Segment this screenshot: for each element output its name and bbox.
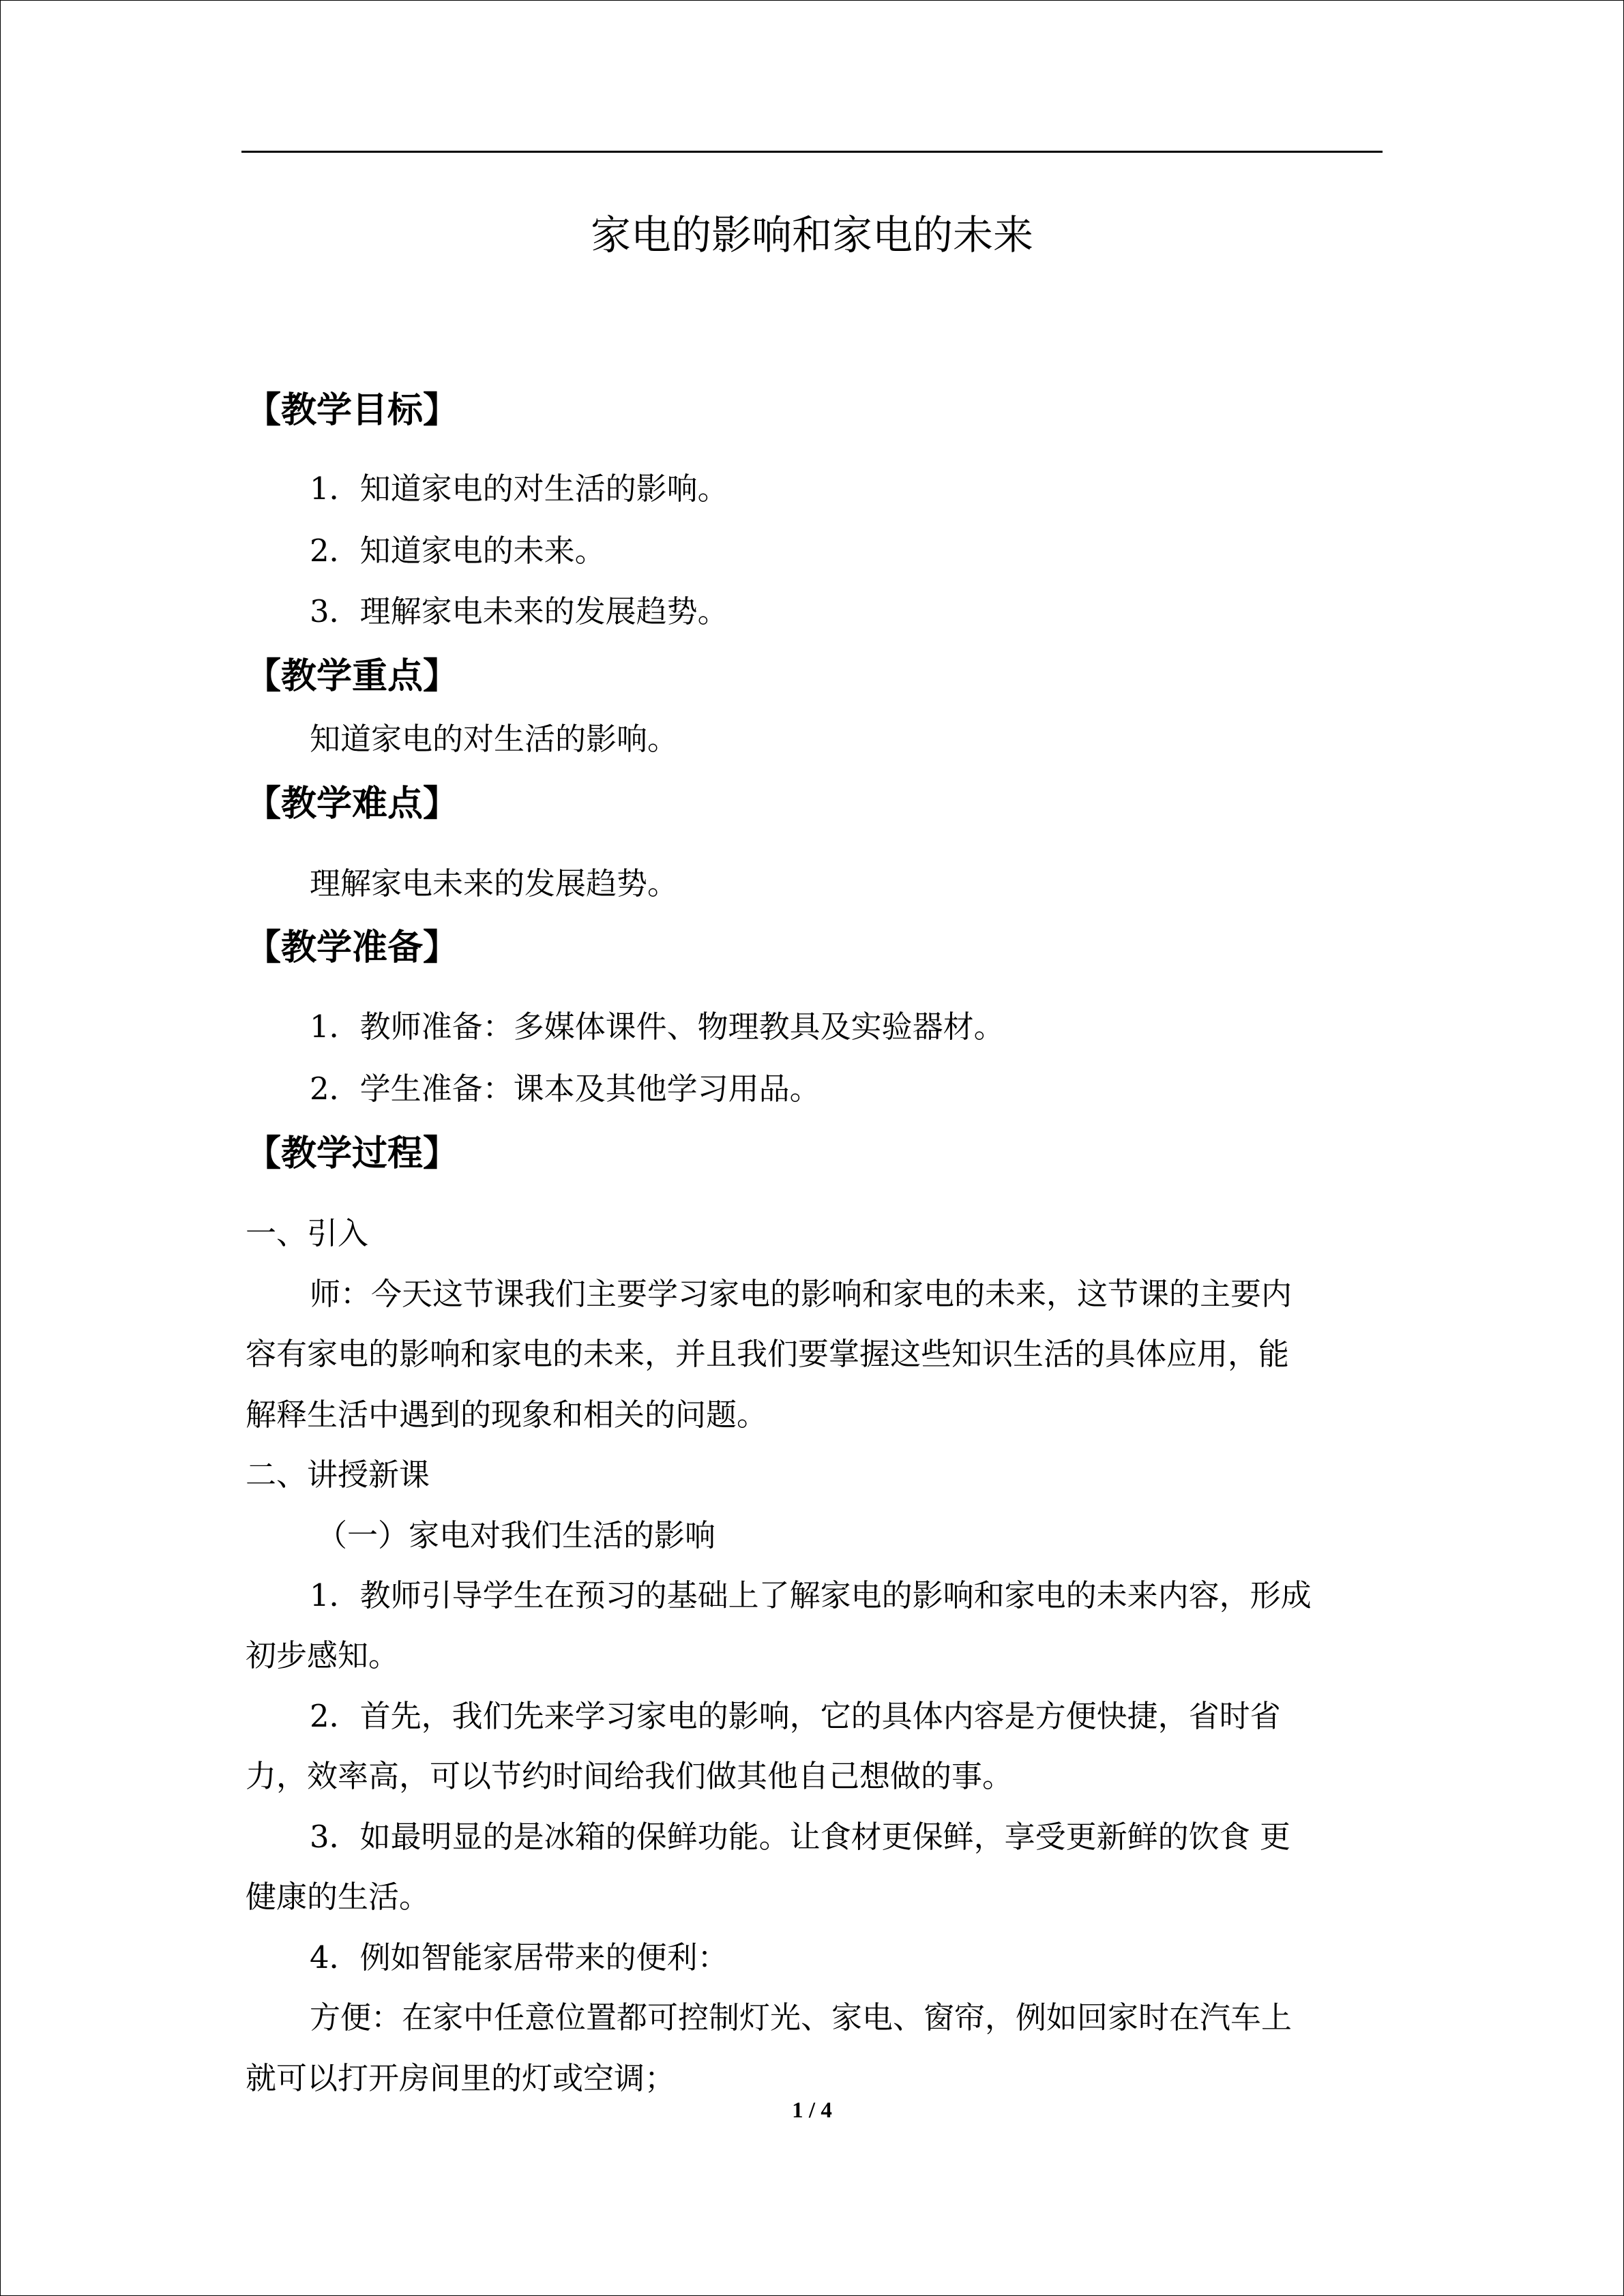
goal-item: 3．理解家电未来的发展趋势。 (310, 593, 728, 629)
difficulty-text: 理解家电未来的发展趋势。 (310, 865, 679, 901)
paragraph-line: 4．例如智能家居带来的便利： (310, 1939, 728, 1976)
difficulty-heading: 【教学难点】 (246, 784, 459, 824)
paragraph-line: 1．教师引导学生在预习的基础上了解家电的影响和家电的未来内容，形成 (310, 1577, 1312, 1613)
header-rule (241, 151, 1383, 153)
goal-item: 2．知道家电的未来。 (310, 533, 606, 569)
goal-item: 1．知道家电的对生活的影响。 (310, 471, 728, 507)
prep-heading: 【教学准备】 (246, 927, 459, 968)
prep-item: 1．教师准备：多媒体课件、物理教具及实验器材。 (310, 1009, 1005, 1045)
paragraph-line: 就可以打开房间里的灯或空调； (246, 2060, 676, 2096)
document-title: 家电的影响和家电的未来 (590, 211, 1033, 258)
sub1-title: （一）家电对我们生活的影响 (316, 1517, 716, 1553)
key-heading: 【教学重点】 (246, 656, 459, 697)
paragraph-line: 方便：在家中任意位置都可控制灯光、家电、窗帘，例如回家时在汽车上 (310, 1999, 1293, 2036)
paragraph-line: 3．如最明显的是冰箱的保鲜功能。让食材更保鲜，享受更新鲜的饮食 更 (310, 1819, 1290, 1855)
paragraph-line: 容有家电的影响和家电的未来，并且我们要掌握这些知识生活的具体应用，能 (246, 1336, 1290, 1372)
prep-item: 2．学生准备：课本及其他学习用品。 (310, 1071, 821, 1107)
process-heading: 【教学过程】 (246, 1133, 459, 1174)
paragraph-line: 健康的生活。 (246, 1879, 430, 1915)
paragraph-line: 解释生活中遇到的现象和相关的问题。 (246, 1397, 768, 1433)
paragraph-line: 初步感知。 (246, 1637, 400, 1673)
part1-title: 一、引入 (246, 1215, 369, 1251)
paragraph-line: 力，效率高，可以节约时间给我们做其他自己想做的事。 (246, 1758, 1014, 1794)
paragraph-line: 2．首先，我们先来学习家电的影响，它的具体内容是方便快捷，省时省 (310, 1698, 1281, 1734)
page-number: 1 / 4 (792, 2098, 832, 2123)
goals-heading: 【教学目标】 (246, 390, 459, 431)
key-text: 知道家电的对生活的影响。 (310, 721, 679, 757)
part2-title: 二、讲授新课 (246, 1457, 430, 1493)
paragraph-line: 师：今天这节课我们主要学习家电的影响和家电的未来，这节课的主要内 (310, 1276, 1293, 1312)
